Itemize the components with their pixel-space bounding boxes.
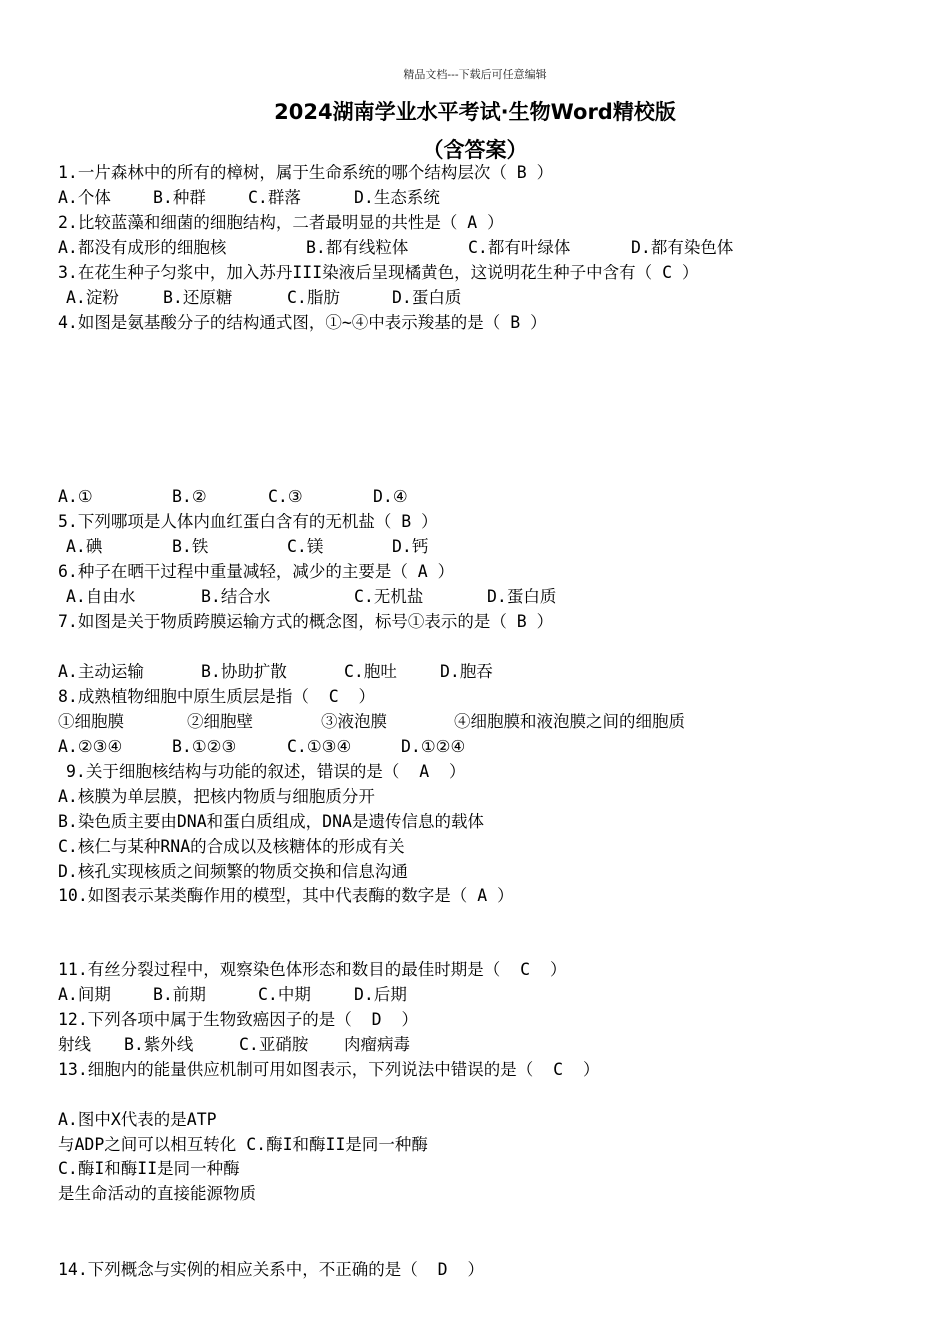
- option-d: 肉瘤病毒: [344, 1035, 410, 1054]
- option-a: A.②③④: [58, 737, 123, 756]
- question-5-stem: 5.下列哪项是人体内血红蛋白含有的无机盐（ B ）: [58, 512, 438, 531]
- option-c: C.群落: [248, 188, 301, 207]
- option-b: B.紫外线: [124, 1035, 194, 1054]
- option-d: D.钙: [392, 537, 429, 556]
- statement-1: ①细胞膜: [58, 712, 124, 731]
- header-note: 精品文档---下载后可任意编辑: [403, 68, 547, 81]
- statement-4: ④细胞膜和液泡膜之间的细胞质: [454, 712, 685, 731]
- question-9-stem: 9.关于细胞核结构与功能的叙述，错误的是（ A ）: [66, 762, 466, 781]
- option-b: B.还原糖: [163, 288, 233, 307]
- option-a: A.都没有成形的细胞核: [58, 238, 227, 257]
- statement-3: ③液泡膜: [321, 712, 387, 731]
- question-10-stem: 10.如图表示某类酶作用的模型，其中代表酶的数字是（ A ）: [58, 886, 514, 905]
- option-c: C.无机盐: [354, 587, 424, 606]
- question-8-stem: 8.成熟植物细胞中原生质层是指（ C ）: [58, 687, 376, 706]
- option-c: C.核仁与某种RNA的合成以及核糖体的形成有关: [58, 837, 405, 856]
- option-line-3: C.酶I和酶II是同一种酶: [58, 1159, 240, 1178]
- option-b: B.结合水: [201, 587, 271, 606]
- option-a: A.间期: [58, 985, 111, 1004]
- option-c: C.亚硝胺: [239, 1035, 309, 1054]
- option-a: A.自由水: [66, 587, 136, 606]
- statement-2: ②细胞壁: [187, 712, 253, 731]
- question-6-stem: 6.种子在晒干过程中重量减轻，减少的主要是（ A ）: [58, 562, 455, 581]
- option-b: B.染色质主要由DNA和蛋白质组成，DNA是遗传信息的载体: [58, 812, 484, 831]
- option-b: B.种群: [153, 188, 206, 207]
- question-13-stem: 13.细胞内的能量供应机制可用如图表示，下列说法中错误的是（ C ）: [58, 1060, 600, 1079]
- option-c: C.③: [268, 487, 303, 506]
- option-a: A.淀粉: [66, 288, 119, 307]
- document-subtitle: （含答案）: [422, 138, 528, 162]
- option-line-2: 与ADP之间可以相互转化 C.酶I和酶II是同一种酶: [58, 1135, 428, 1154]
- option-c: C.胞吐: [344, 662, 397, 681]
- option-d: D.都有染色体: [631, 238, 734, 257]
- question-4-stem: 4.如图是氨基酸分子的结构通式图，①~④中表示羧基的是（ B ）: [58, 313, 547, 332]
- option-b: B.前期: [153, 985, 206, 1004]
- option-d: D.①②④: [401, 737, 466, 756]
- option-b: B.②: [172, 487, 207, 506]
- document-title: 2024湖南学业水平考试·生物Word精校版: [274, 100, 676, 124]
- option-c: C.①③④: [287, 737, 352, 756]
- option-a: 射线: [58, 1035, 91, 1054]
- option-b: B.铁: [172, 537, 209, 556]
- question-2-stem: 2.比较蓝藻和细菌的细胞结构，二者最明显的共性是（ A ）: [58, 213, 504, 232]
- option-a: A.主动运输: [58, 662, 144, 681]
- option-b: B.协助扩散: [201, 662, 287, 681]
- option-a: A.核膜为单层膜，把核内物质与细胞质分开: [58, 787, 375, 806]
- question-12-stem: 12.下列各项中属于生物致癌因子的是（ D ）: [58, 1010, 418, 1029]
- option-d: D.蛋白质: [487, 587, 557, 606]
- question-11-stem: 11.有丝分裂过程中，观察染色体形态和数目的最佳时期是（ C ）: [58, 960, 567, 979]
- question-3-stem: 3.在花生种子匀浆中，加入苏丹III染液后呈现橘黄色，这说明花生种子中含有（ C ）: [58, 263, 699, 282]
- option-c: C.中期: [258, 985, 311, 1004]
- option-d: D.④: [373, 487, 408, 506]
- option-line-4: 是生命活动的直接能源物质: [58, 1184, 256, 1203]
- option-a: A.碘: [66, 537, 103, 556]
- option-c: C.都有叶绿体: [468, 238, 571, 257]
- option-line-1: A.图中X代表的是ATP: [58, 1110, 217, 1129]
- option-b: B.①②③: [172, 737, 237, 756]
- option-d: D.胞吞: [440, 662, 493, 681]
- option-d: D.核孔实现核质之间频繁的物质交换和信息沟通: [58, 862, 408, 881]
- option-a: A.个体: [58, 188, 111, 207]
- option-b: B.都有线粒体: [306, 238, 409, 257]
- question-7-stem: 7.如图是关于物质跨膜运输方式的概念图，标号①表示的是（ B ）: [58, 612, 554, 631]
- option-c: C.脂肪: [287, 288, 340, 307]
- option-d: D.生态系统: [354, 188, 440, 207]
- option-d: D.蛋白质: [392, 288, 462, 307]
- option-c: C.镁: [287, 537, 324, 556]
- question-14-stem: 14.下列概念与实例的相应关系中，不正确的是（ D ）: [58, 1260, 484, 1279]
- question-1-stem: 1.一片森林中的所有的樟树，属于生命系统的哪个结构层次（ B ）: [58, 163, 554, 182]
- option-d: D.后期: [354, 985, 407, 1004]
- option-a: A.①: [58, 487, 93, 506]
